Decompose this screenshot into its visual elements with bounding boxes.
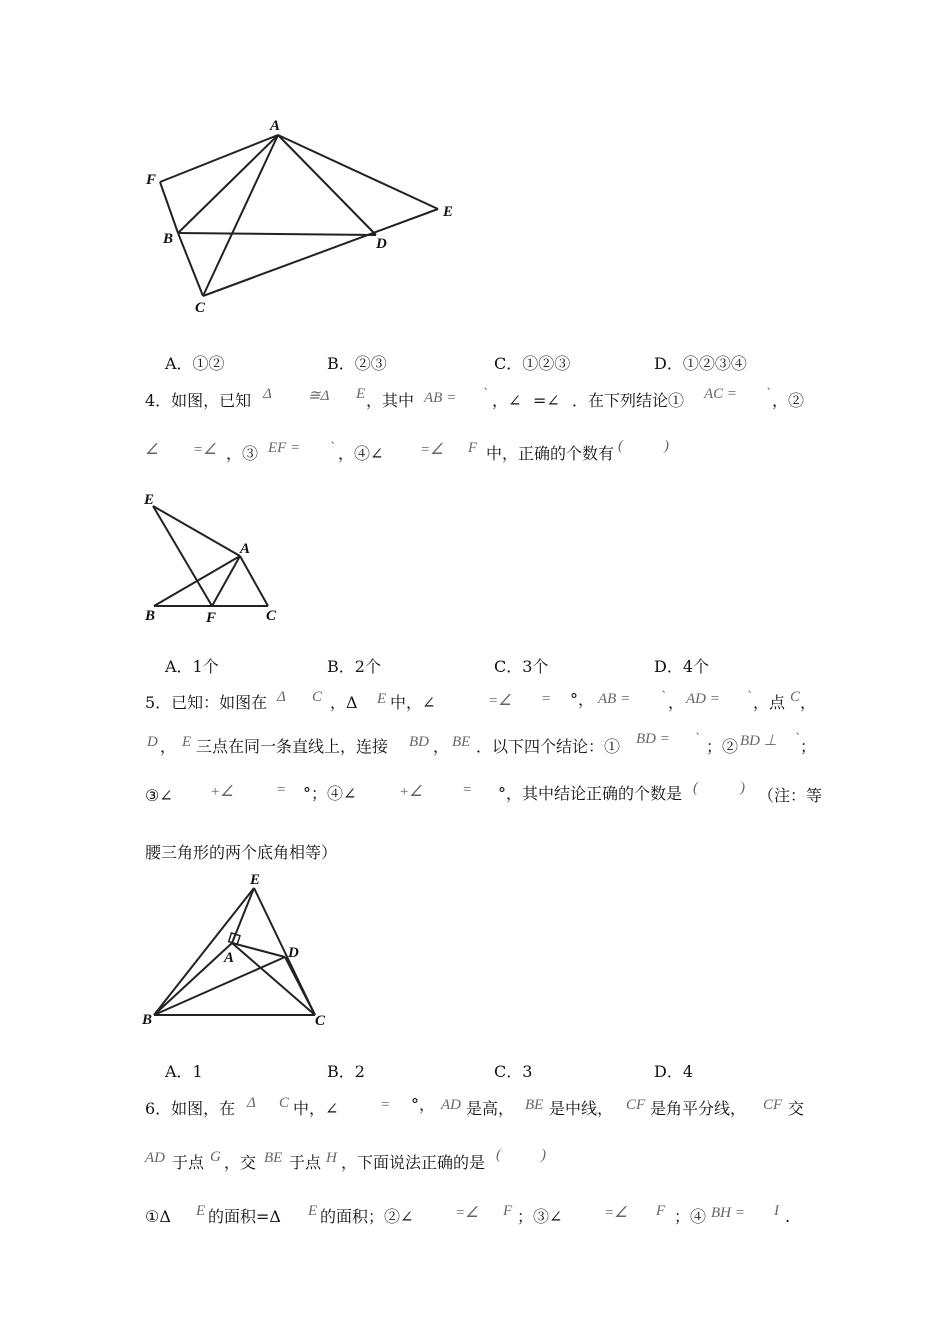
fig3-label-d: D — [288, 945, 299, 961]
fig2-label-a: A — [240, 541, 251, 557]
q4-option-d: D．4个 — [654, 657, 710, 676]
fig2-label-c: C — [266, 608, 277, 624]
fig1-label-c: C — [195, 300, 206, 316]
fig3-label-e: E — [250, 872, 261, 888]
fig3-label-a: A — [224, 950, 235, 966]
q5-option-d: D．4 — [654, 1062, 694, 1081]
fig2-label-e: E — [144, 492, 155, 508]
fig1-label-a: A — [270, 118, 281, 134]
figure-quadrilateral-abcde — [140, 110, 470, 320]
q5-option-b: B．2 — [327, 1062, 365, 1081]
q3-option-b: B．②③ — [327, 354, 387, 373]
q4-option-a: A．1个 — [165, 657, 219, 676]
fig2-label-b: B — [145, 608, 156, 624]
q4-option-c: C．3个 — [494, 657, 549, 676]
fig1-label-b: B — [163, 231, 174, 247]
q4-option-b: B．2个 — [327, 657, 381, 676]
fig1-label-f: F — [146, 172, 157, 188]
q3-option-d: D．①②③④ — [654, 354, 747, 373]
q5-option-a: A．1 — [165, 1062, 203, 1081]
fig3-label-b: B — [142, 1012, 153, 1028]
fig1-label-d: D — [376, 236, 387, 252]
q3-option-a: A．①② — [165, 354, 225, 373]
fig2-label-f: F — [206, 610, 217, 626]
q4-stem-start: 4．如图，已知 — [145, 391, 252, 410]
q3-option-c: C．①②③ — [494, 354, 571, 373]
figure-triangles-ebc — [138, 868, 338, 1033]
q5-option-c: C．3 — [494, 1062, 533, 1081]
fig1-label-e: E — [443, 204, 454, 220]
fig3-label-c: C — [315, 1013, 326, 1029]
figure-triangles-eaf — [138, 485, 288, 630]
